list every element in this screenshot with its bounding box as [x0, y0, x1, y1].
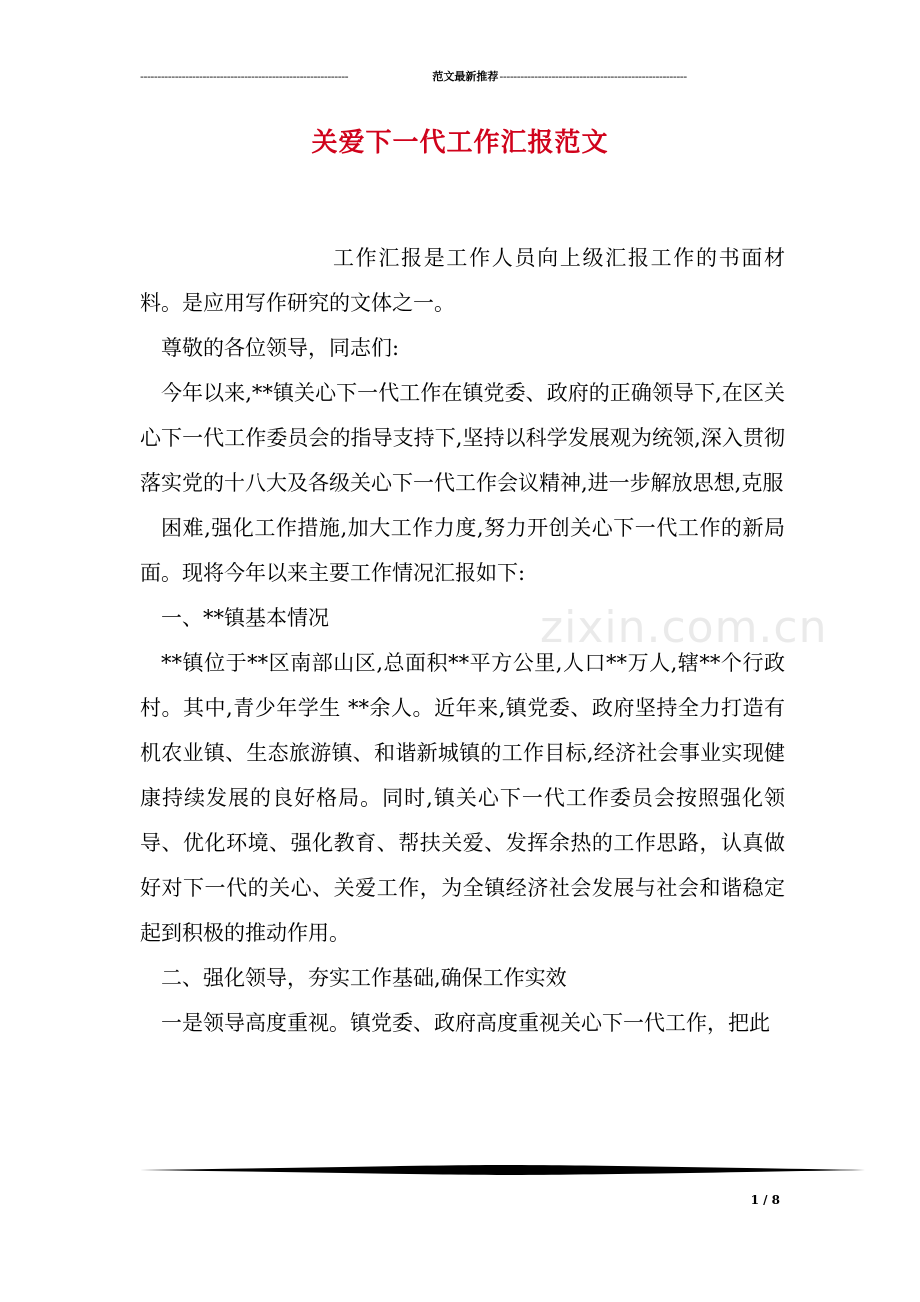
page-header [140, 68, 770, 84]
section-heading: 二、强化领导，夯实工作基础,确保工作实效 [161, 966, 567, 990]
watermark: zixin.com.cn [540, 602, 828, 653]
document-title: 关爱下一代工作汇报范文 [311, 128, 609, 158]
header-dashes-right: ------------------------------------------------------ [499, 69, 687, 83]
footer-rule [140, 1164, 865, 1176]
header-dashes-left: ------------------------------------------------------------ [140, 69, 349, 83]
page-number: 1 / 8 [750, 1193, 780, 1207]
intro-paragraph: 工作汇报是工作人员向上级汇报工作的书面材料。是应用写作研究的文体之一。 [140, 246, 785, 315]
document-body [140, 236, 785, 1046]
body-paragraph: 一是领导高度重视。镇党委、政府高度重视关心下一代工作，把此 [161, 1011, 770, 1035]
body-paragraph: **镇位于**区南部山区,总面积**平方公里,人口**万人,辖**个行政村。其中,青少年学生 **余人。近年来,镇党委、政府坚持全力打造有机农业镇、生态旅游镇、和谐新城镇的工作目标,经济社会事业实现健康持续发展的良好格局。同时,镇关心下一代工作委员会按照强化领导、优化环境、强化教育、帮扶关爱、发挥余热的工作思路，认真做好对下一代的关心、关爱工作，为全镇经济社会发展与社会和谐稳定起到积极的推动作用。 [140, 651, 785, 945]
body-paragraph: 困难,强化工作措施,加大工作力度,努力开创关心下一代工作的新局面。现将今年以来主要工作情况汇报如下: [140, 516, 785, 585]
body-paragraph: 今年以来,**镇关心下一代工作在镇党委、政府的正确领导下,在区关心下一代工作委员会的指导支持下,坚持以科学发展观为统领,深入贯彻落实党的十八大及各级关心下一代工作会议精神,进一步解放思想,克服 [140, 381, 785, 495]
header-label: 范文最新推荐 [432, 70, 499, 83]
salutation: 尊敬的各位领导，同志们: [161, 336, 400, 360]
section-heading: 一、**镇基本情况 [161, 606, 329, 630]
